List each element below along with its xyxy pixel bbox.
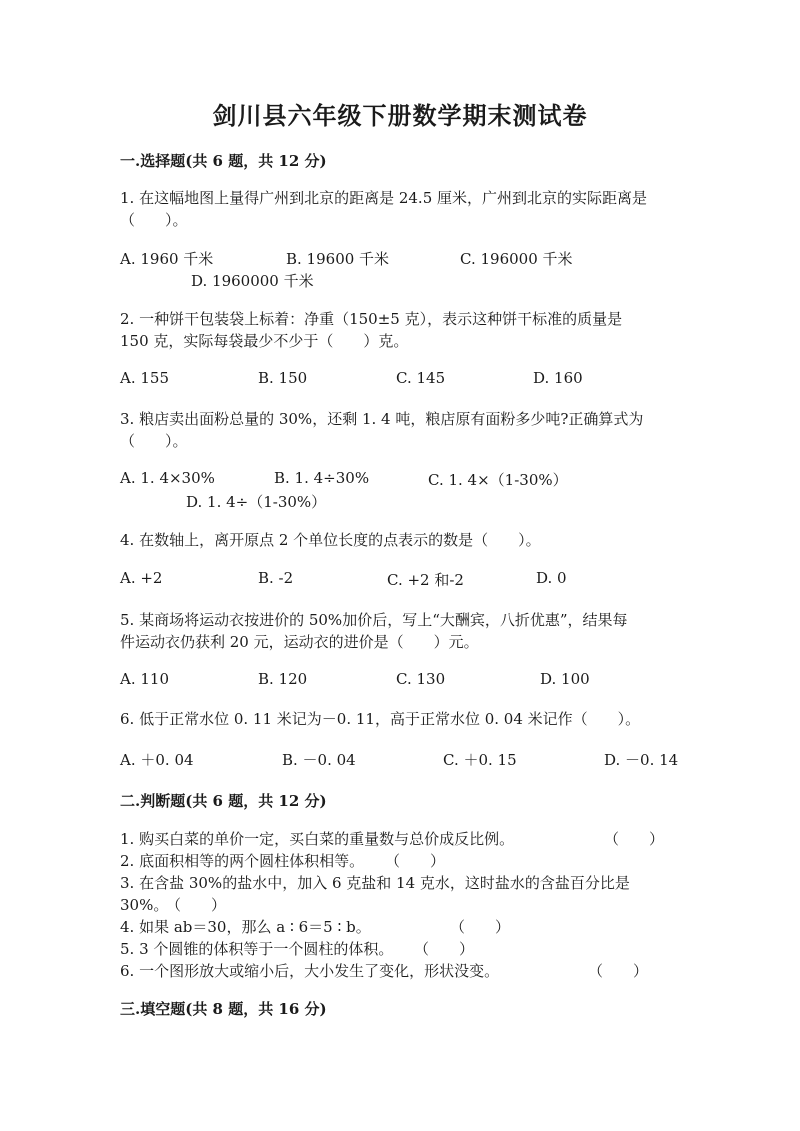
judge-item-3: 3. 在含盐 30%的盐水中，加入 6 克盐和 14 克水，这时盐水的含盐百分比是 (120, 874, 630, 892)
option-b: B. -2 (258, 569, 294, 587)
answer-paren: （ ） (604, 830, 665, 848)
judge-item-4: 4. 如果 ab＝30，那么 a ∶ 6＝5 ∶ b。 (120, 918, 371, 936)
judge-item-6: 6. 一个图形放大或缩小后，大小发生了变化，形状没变。 (120, 962, 500, 980)
question-text: （ ）。 (120, 211, 188, 229)
judge-item-3-cont: 30%。 (120, 896, 169, 914)
option-a: A. 1. 4×30% (120, 469, 215, 487)
exam-title: 剑川县六年级下册数学期末测试卷 (212, 101, 588, 130)
option-c: C. 130 (396, 670, 446, 688)
question-text: 150 克，实际每袋最少不少于（ ）克。 (120, 332, 409, 350)
question-text: （ ）。 (120, 432, 188, 450)
question-4 (120, 529, 680, 551)
option-a: A. 1960 千米 (120, 250, 214, 268)
option-d: D. 1960000 千米 (191, 272, 314, 290)
option-d: D. 100 (540, 670, 590, 688)
option-d: D. －0. 14 (604, 751, 679, 769)
question-1 (120, 187, 680, 231)
option-b: B. 150 (258, 369, 308, 387)
question-3 (120, 408, 680, 452)
question-text: 4. 在数轴上，离开原点 2 个单位长度的点表示的数是（ ）。 (120, 531, 541, 549)
section-heading-choice: 一.选择题(共 6 题，共 12 分) (120, 152, 327, 170)
option-c: C. 145 (396, 369, 446, 387)
option-d: D. 160 (533, 369, 583, 387)
judge-item-2: 2. 底面积相等的两个圆柱体积相等。 (120, 852, 365, 870)
option-b: B. 120 (258, 670, 308, 688)
answer-paren: （ ） (588, 962, 649, 980)
question-text: 6. 低于正常水位 0. 11 米记为－0. 11，高于正常水位 0. 04 米记作（ ）。 (120, 710, 641, 728)
option-b: B. 1. 4÷30% (274, 469, 370, 487)
section-heading-judge: 二.判断题(共 6 题，共 12 分) (120, 792, 327, 810)
question-5 (120, 609, 680, 653)
question-2 (120, 308, 680, 352)
judge-item-5: 5. 3 个圆锥的体积等于一个圆柱的体积。 (120, 940, 394, 958)
answer-paren: （ ） (450, 918, 511, 936)
option-a: A. 110 (120, 670, 169, 688)
question-text: 件运动衣仍获利 20 元，运动衣的进价是（ ）元。 (120, 633, 479, 651)
option-a: A. 155 (120, 369, 169, 387)
section-heading-fill: 三.填空题(共 8 题，共 16 分) (120, 1000, 327, 1018)
option-c: C. +2 和-2 (387, 571, 464, 589)
question-text: 2. 一种饼干包装袋上标着：净重（150±5 克），表示这种饼干标准的质量是 (120, 310, 623, 328)
answer-paren: （ ） (414, 940, 475, 958)
question-text: 1. 在这幅地图上量得广州到北京的距离是 24.5 厘米，广州到北京的实际距离是 (120, 189, 648, 207)
option-c: C. ＋0. 15 (443, 751, 517, 769)
answer-paren: （ ） (166, 896, 227, 914)
option-b: B. 19600 千米 (286, 250, 390, 268)
option-a: A. +2 (120, 569, 163, 587)
option-d: D. 0 (536, 569, 567, 587)
judge-item-1: 1. 购买白菜的单价一定，买白菜的重量数与总价成反比例。 (120, 830, 515, 848)
option-a: A. ＋0. 04 (120, 751, 194, 769)
question-text: 3. 粮店卖出面粉总量的 30%，还剩 1. 4 吨，粮店原有面粉多少吨?正确算式为 (120, 410, 644, 428)
question-6 (120, 708, 680, 730)
answer-paren: （ ） (385, 852, 446, 870)
option-c: C. 1. 4×（1-30%） (428, 471, 568, 489)
option-c: C. 196000 千米 (460, 250, 573, 268)
option-d: D. 1. 4÷（1-30%） (186, 493, 327, 511)
question-text: 5. 某商场将运动衣按进价的 50%加价后，写上“大酬宾，八折优惠”，结果每 (120, 611, 628, 629)
option-b: B. －0. 04 (282, 751, 356, 769)
